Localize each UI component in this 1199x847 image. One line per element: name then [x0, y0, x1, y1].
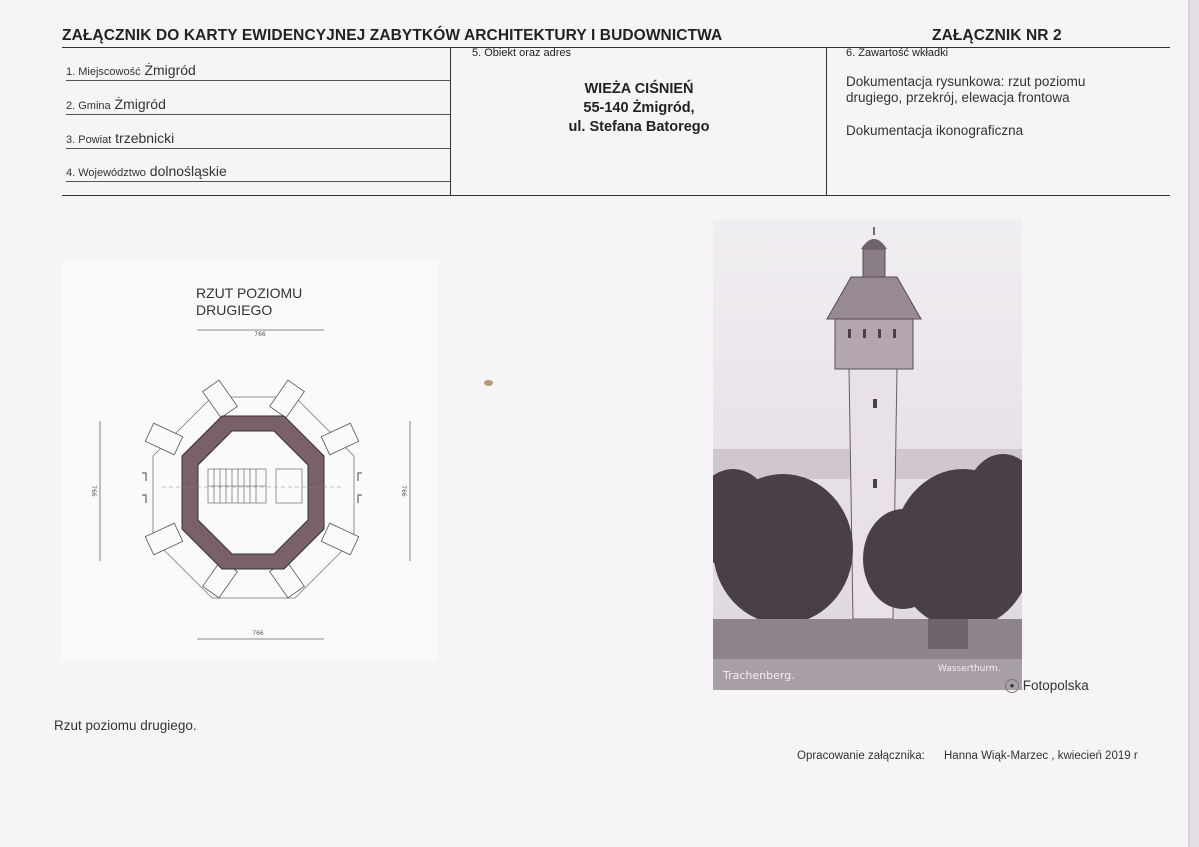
form-divider-2: [826, 47, 827, 195]
field-locality-label: 1. Miejscowość: [66, 66, 141, 78]
field-voivodeship-label: 4. Województwo: [66, 167, 146, 179]
object-address-line2: 55-140 Żmigród,: [583, 100, 695, 116]
plan-title-line1: RZUT POZIOMU: [196, 285, 303, 301]
field-locality: [66, 62, 450, 81]
prepared-author: Hanna Wiąk-Marzec , kwiecień 2019 r: [944, 750, 1138, 762]
object-address-line3: ul. Stefana Batorego: [568, 119, 710, 135]
dim-left-label: 766: [90, 485, 97, 497]
document-title: ZAŁĄCZNIK DO KARTY EWIDENCYJNEJ ZABYTKÓW ARCHITEKTURY I BUDOWNICTWA: [62, 27, 723, 44]
photo-caption-right: Wasserthurm.: [938, 664, 1001, 674]
form-bottom-line: [62, 195, 1170, 196]
photo-credit-text: Fotopolska: [1022, 678, 1089, 693]
field-district: [66, 130, 450, 149]
dim-bottom-label: 766: [252, 630, 264, 637]
field-district-label: 3. Powiat: [66, 134, 112, 146]
water-tower-photo: [713, 219, 1022, 690]
document-header: [62, 27, 1170, 48]
photo-caption-left: Trachenberg.: [723, 669, 795, 682]
floor-plan-drawing: [62, 261, 437, 661]
plan-title-line2: DRUGIEGO: [196, 302, 273, 318]
historic-photo: [713, 219, 1022, 690]
dim-right-label: 766: [400, 485, 407, 497]
plan-caption: Rzut poziomu drugiego.: [54, 718, 197, 733]
attachment-number: ZAŁĄCZNIK NR 2: [932, 27, 1062, 44]
plan-title: [196, 285, 302, 319]
paper-edge: [1190, 0, 1199, 847]
field-commune-value: Żmigród: [114, 96, 166, 112]
stain-mark: [484, 380, 493, 386]
field-commune: [66, 96, 450, 115]
contents-line2: drugiego, przekrój, elewacja frontowa: [846, 90, 1070, 105]
object-block: [452, 80, 826, 137]
dim-top-label: 766: [254, 331, 266, 338]
field-locality-value: Żmigród: [144, 62, 196, 78]
prepared-label: Opracowanie załącznika:: [797, 750, 925, 762]
field-voivodeship-value: dolnośląskie: [149, 163, 227, 179]
field-district-value: trzebnicki: [115, 130, 175, 146]
floor-plan-svg: [62, 261, 437, 661]
photo-credit: [1005, 678, 1089, 693]
field-commune-label: 2. Gmina: [66, 100, 111, 112]
contents-line3: Dokumentacja ikonograficzna: [846, 123, 1024, 138]
object-label: 5. Obiekt oraz adres: [472, 47, 572, 59]
camera-icon: ●: [1005, 679, 1019, 693]
contents-label: 6. Zawartość wkładki: [846, 47, 949, 59]
object-name: WIEŻA CIŚNIEŃ: [584, 81, 694, 97]
form-divider-1: [450, 47, 451, 195]
contents-line1: Dokumentacja rysunkowa: rzut poziomu: [846, 74, 1086, 89]
field-voivodeship: [66, 163, 450, 182]
